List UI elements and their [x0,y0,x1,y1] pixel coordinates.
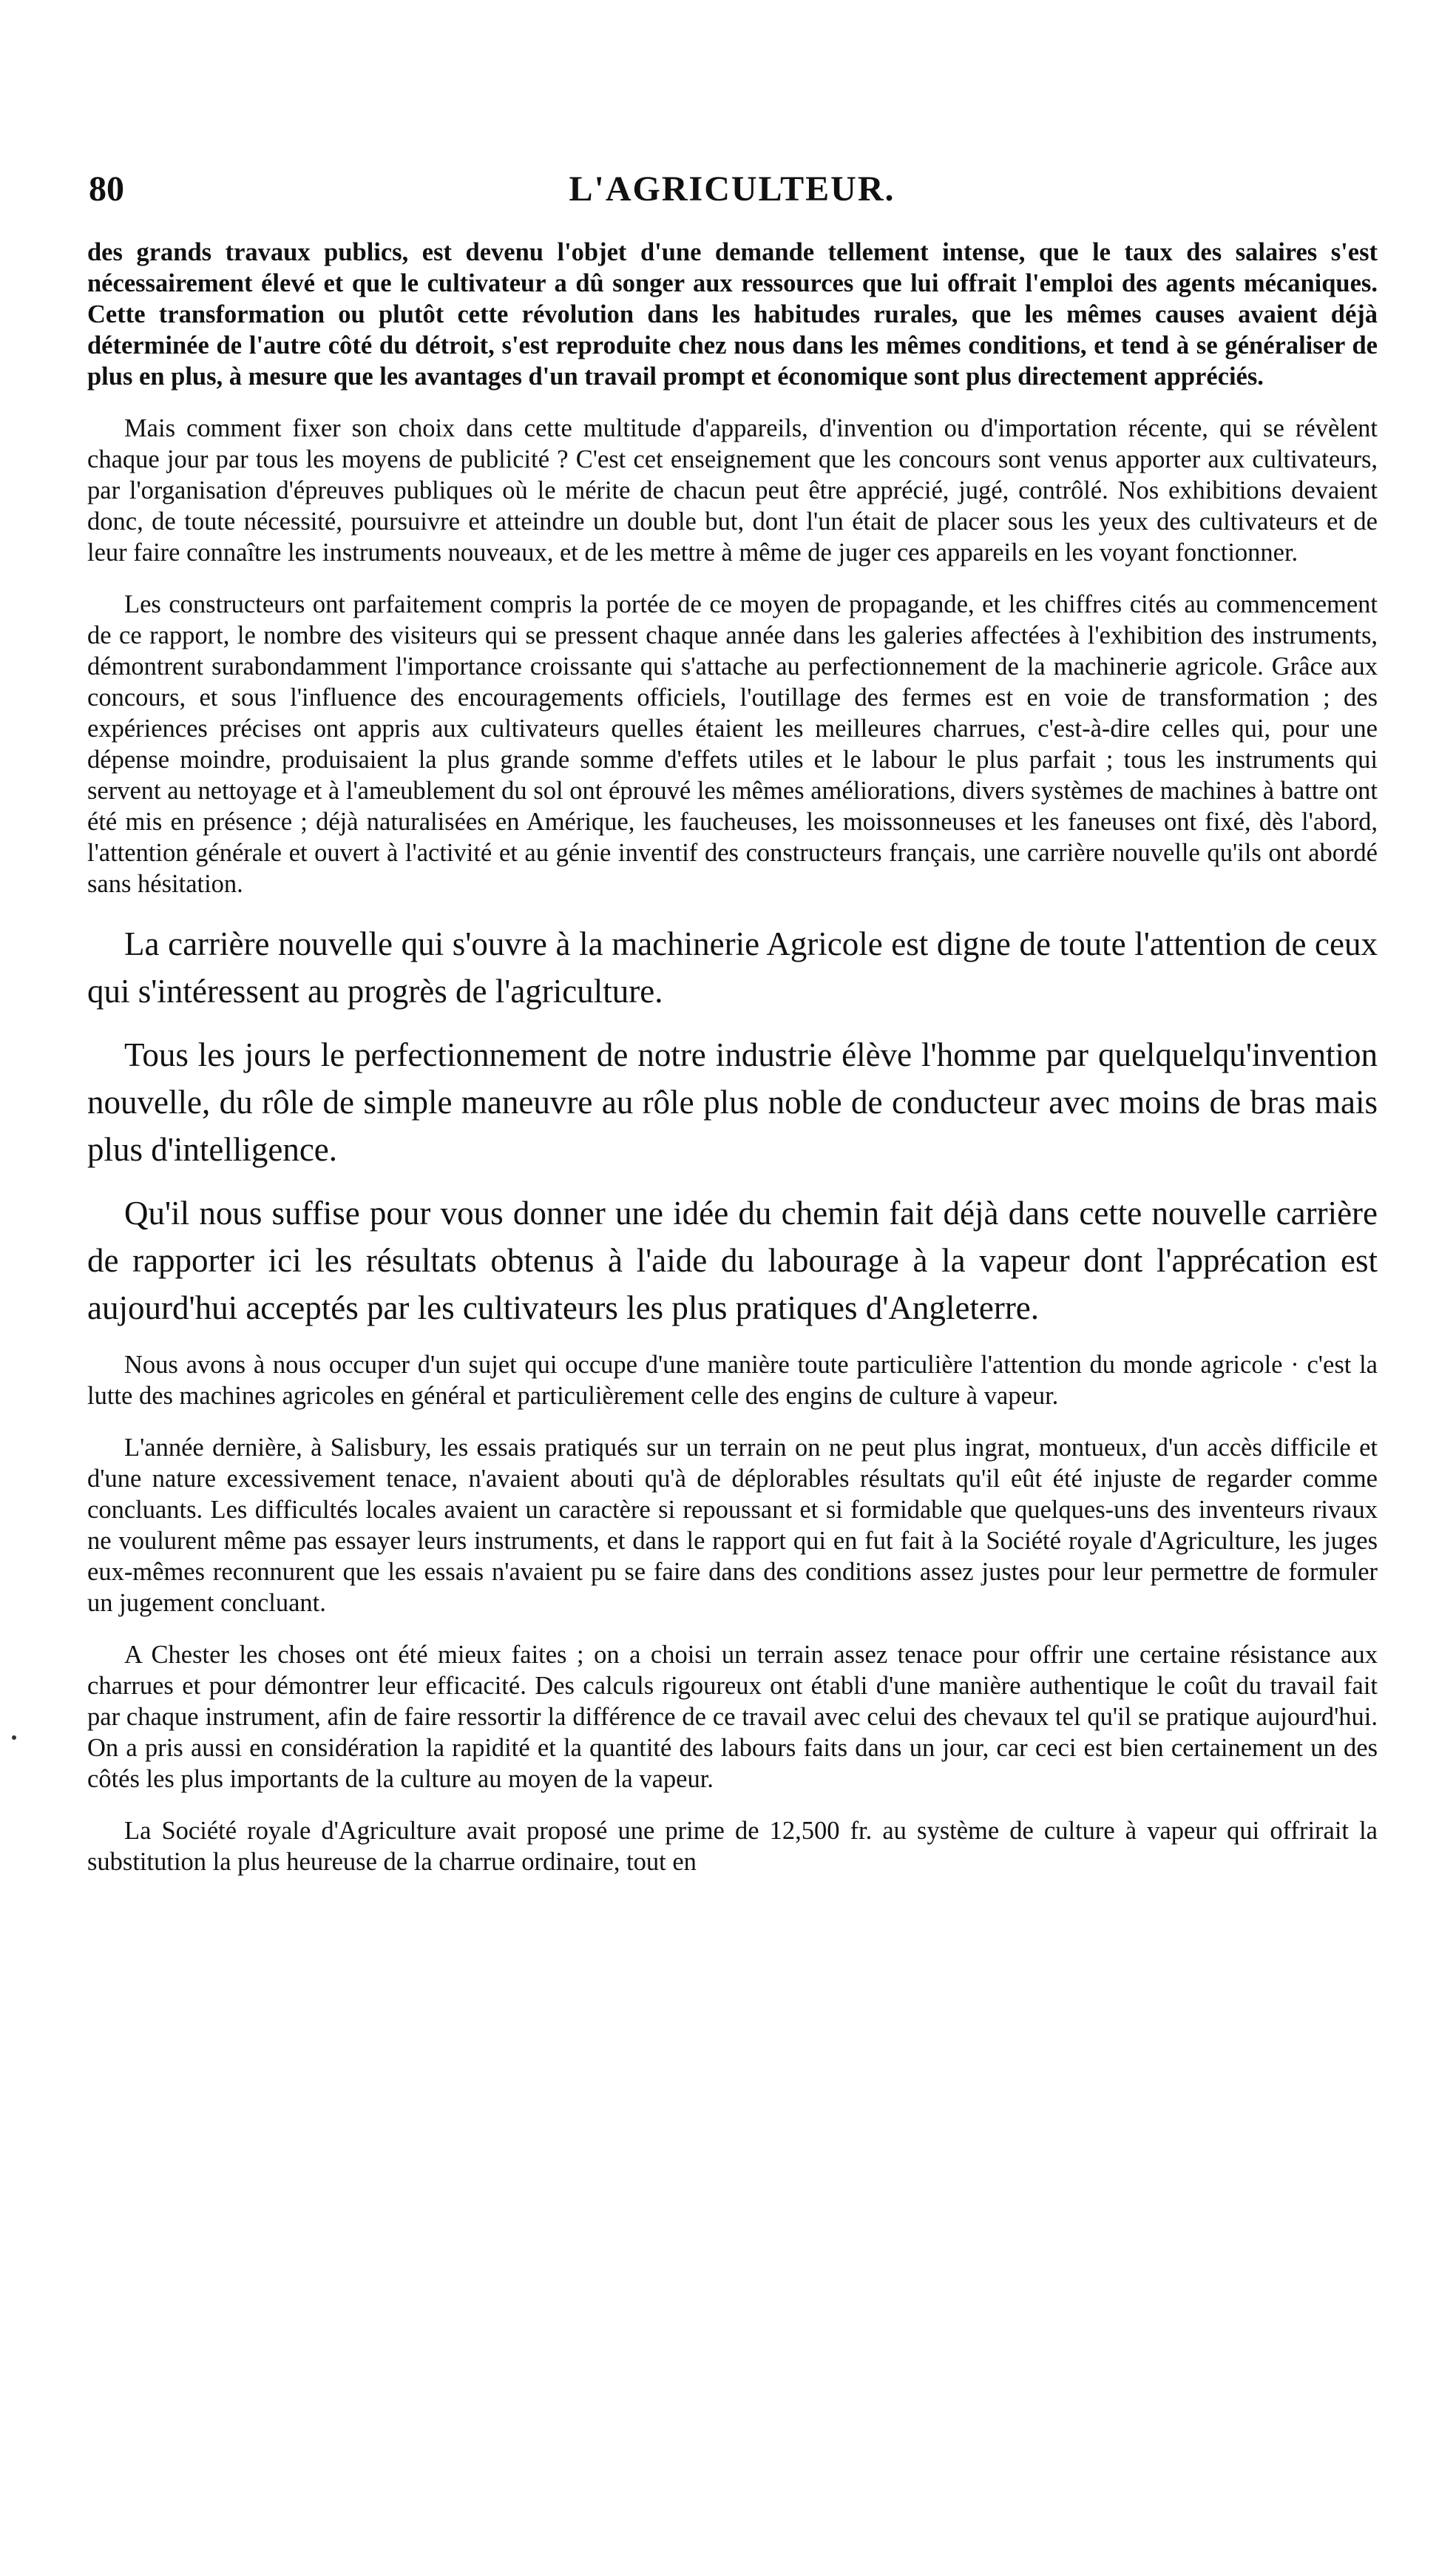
paragraph-salisbury: L'année dernière, à Salisbury, les essais pratiqués sur un terrain on ne peut plus ingrat, montueux, d'un accès difficile et d'une nature excessivement tenace, n'avaient abouti qu'à de déplorables résultats qu'il eût été injuste de regarder comme concluants. Les difficultés locales avaient un caractère si repoussant et si formidable que quelques-uns des inventeurs rivaux ne voulurent même pas essayer leurs instruments, et dans le rapport qui en fut fait à la Société royale d'Agriculture, les juges eux-mêmes reconnurent que les essais n'avaient pu se faire dans des conditions assez justes pour leur permettre de formuler un jugement concluant. [87,1434,1378,1617]
page-header [89,169,1375,220]
page-number: 80 [89,169,124,209]
paragraph-constructeurs: Les constructeurs ont parfaitement compris la portée de ce moyen de propagande, et les chiffres cités au commencement de ce rapport, le nombre des visiteurs qui se pressent chaque année dans les galeries affectées à l'exhibition des instruments, démontrent surabondamment l'importance croissante qui s'attache au perfectionnement de la machinerie agricole. Grâce aux concours, et sous l'influence des encouragements officiels, l'outillage des fermes est en voie de transformation ; des expériences précises ont appris aux cultivateurs quelles étaient les meilleures charrues, c'est-à-dire celles qui, pour une dépense moindre, produisaient la plus grande somme d'effets utiles et le labour le plus parfait ; tous les instruments qui servent au nettoyage et à l'ameublement du sol ont éprouvé les mêmes améliorations, divers systèmes de machines à battre ont été mis en présence ; déjà naturalisées en Amérique, les faucheuses, les moissonneuses et les faneuses ont fixé, dès l'abord, l'attention générale et ouvert à l'activité et au génie inventif des constructeurs français, une carrière nouvelle qu'ils ont abordé sans hésitation. [87,590,1378,898]
print-speck [12,1735,16,1740]
paragraph-chester: A Chester les choses ont été mieux faites ; on a choisi un terrain assez tenace pour offrir une certaine résistance aux charrues et pour démontrer leur efficacité. Des calculs rigoureux ont établi d'une manière authentique le coût du travail fait par chaque instrument, afin de faire ressortir la différence de ce travail avec celui des chevaux tel qu'il se pratique aujourd'hui. On a pris aussi en considération la rapidité et la quantité des labours faits dans un jour, car ceci est bien certainement un des côtés les plus importants de la culture au moyen de la vapeur. [87,1641,1378,1793]
paragraph-lutte-machines: Nous avons à nous occuper d'un sujet qui occupe d'une manière toute particulière l'attention du monde agricole · c'est la lutte des machines agricoles en général et particulièrement celle des engins de culture à vapeur. [87,1351,1378,1410]
paragraph-salaires: des grands travaux publics, est devenu l'objet d'une demande tellement intense, que le taux des salaires s'est nécessairement élevé et que le cultivateur a dû songer aux ressources que lui offrait l'emploi des agents mécaniques. Cette transformation ou plutôt cette révolution dans les habitudes rurales, que les mêmes causes avaient déjà déterminée de l'autre côté du détroit, s'est reproduite chez nous dans les mêmes conditions, et tend à se généraliser de plus en plus, à mesure que les avantages d'un travail prompt et économique sont plus directement appréciés. [87,238,1378,391]
paragraph-labourage-vapeur: Qu'il nous suffise pour vous donner une idée du chemin fait déjà dans cette nouvelle carrière de rapporter ici les résultats obtenus à l'aide du labourage à la vapeur dont l'apprécation est aujourd'hui acceptés par les cultivateurs les plus pratiques d'Angleterre. [87,1195,1378,1326]
paragraph-choix-appareils: Mais comment fixer son choix dans cette multitude d'appareils, d'invention ou d'importation récente, qui se révèlent chaque jour par tous les moyens de publicité ? C'est cet enseignement que les concours sont venus apporter aux cultivateurs, par l'organisation d'épreuves publiques où le mérite de chacun peut être apprécié, jugé, contrôlé. Nos exhibitions devaient donc, de toute nécessité, poursuivre et atteindre un double but, dont l'un était de placer sous les yeux des cultivateurs et de leur faire connaître les instruments nouveaux, et de les mettre à même de juger ces appareils en les voyant fonctionner. [87,414,1378,567]
paragraph-perfectionnement: Tous les jours le perfectionnement de notre industrie élève l'homme par quelquelqu'invention nouvelle, du rôle de simple maneuvre au rôle plus noble de conducteur avec moins de bras mais plus d'intelligence. [87,1036,1378,1168]
paragraph-societe-royale: La Société royale d'Agriculture avait proposé une prime de 12,500 fr. au système de culture à vapeur qui offrirait la substitution la plus heureuse de la charrue ordinaire, tout en [87,1817,1378,1876]
page-body [87,237,1378,1898]
paragraph-carriere-nouvelle: La carrière nouvelle qui s'ouvre à la machinerie Agricole est digne de toute l'attention de ceux qui s'intéressent au progrès de l'agriculture. [87,925,1378,1010]
running-title: L'AGRICULTEUR. [569,169,895,209]
